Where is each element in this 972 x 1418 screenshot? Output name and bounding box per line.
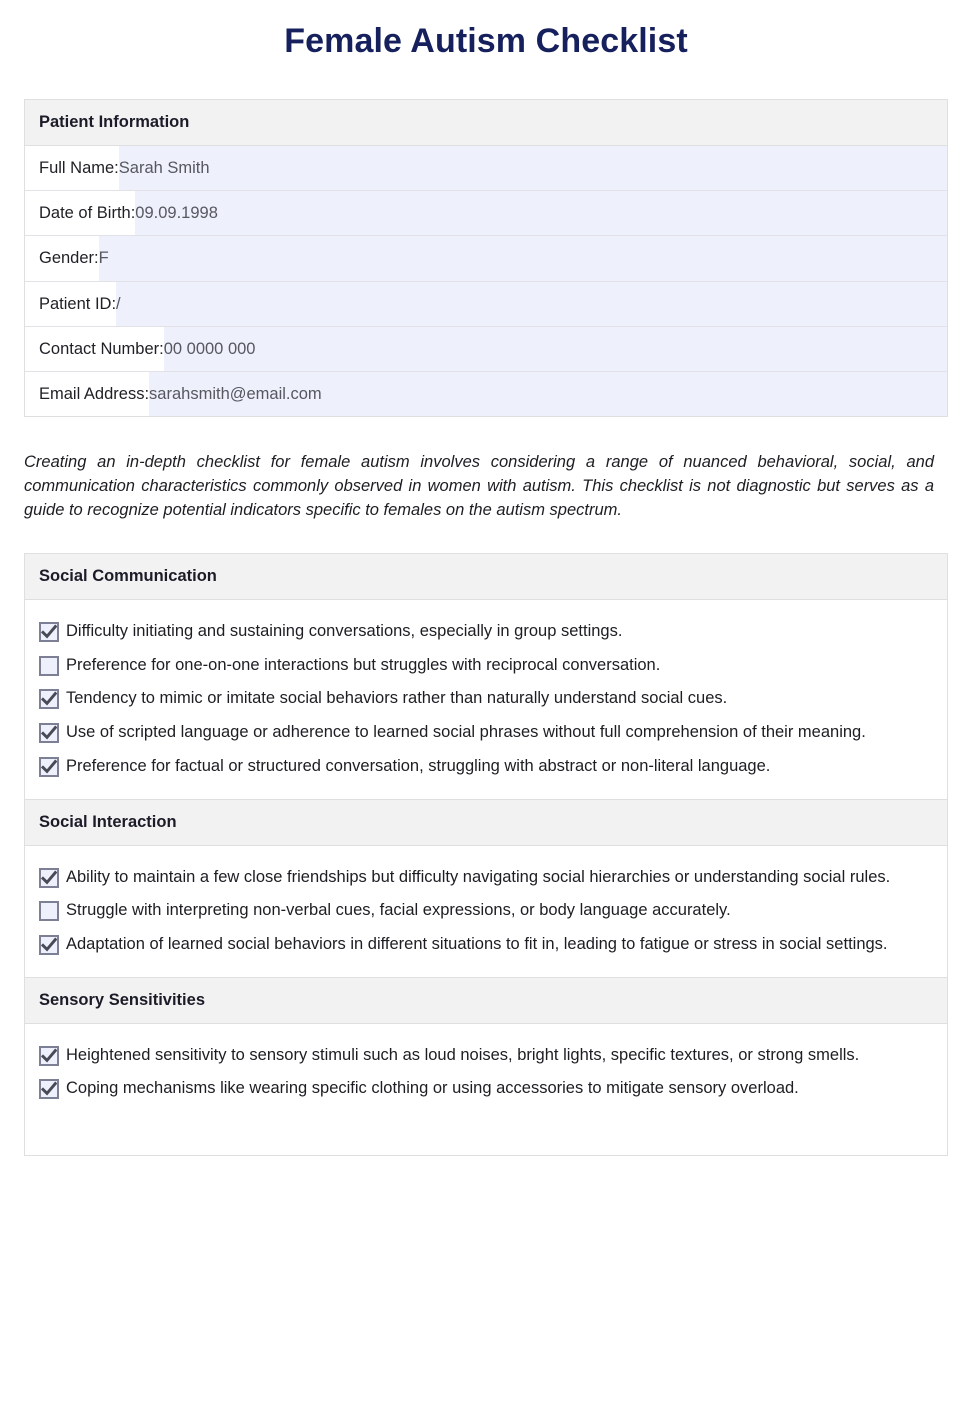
- checklist-item[interactable]: [39, 614, 933, 648]
- checklist-item-label: Coping mechanisms like wearing specific clothing or using accessories to mitigate sensory overload.: [66, 1079, 799, 1098]
- checklist-section: [24, 977, 948, 1156]
- checklist-section-header: Sensory Sensitivities: [25, 978, 947, 1024]
- checkbox-checked-icon[interactable]: [39, 622, 59, 642]
- checklist-section: [24, 799, 948, 977]
- checklist-item[interactable]: [39, 715, 933, 749]
- checklist-section-body: [25, 846, 947, 977]
- checklist-item-label: Struggle with interpreting non-verbal cues, facial expressions, or body language accurately.: [66, 901, 731, 920]
- patient-info-row: [25, 327, 947, 372]
- patient-info-row: [25, 146, 947, 191]
- checklist-item-label: Adaptation of learned social behaviors in different situations to fit in, leading to fatigue or stress in social settings.: [66, 935, 888, 954]
- checklist-section: [24, 553, 948, 799]
- page-title: Female Autism Checklist: [284, 22, 688, 60]
- checklist-item-label: Preference for factual or structured conversation, struggling with abstract or non-literal language.: [66, 757, 771, 776]
- checklist-section-body: [25, 600, 947, 799]
- patient-info-value[interactable]: /: [116, 282, 947, 326]
- checklist-item-label: Tendency to mimic or imitate social behaviors rather than naturally understand social cues.: [66, 689, 728, 708]
- checklist-section-header: Social Communication: [25, 554, 947, 600]
- checkbox-checked-icon[interactable]: [39, 1046, 59, 1066]
- checklist-item[interactable]: [39, 893, 933, 927]
- patient-info-value[interactable]: Sarah Smith: [119, 146, 947, 190]
- patient-information-table: [25, 146, 947, 417]
- checklist-item[interactable]: [39, 927, 933, 961]
- checkbox-unchecked-icon[interactable]: [39, 656, 59, 676]
- checklist-item-label: Heightened sensitivity to sensory stimuli such as loud noises, bright lights, specific textures, or strong smells.: [66, 1045, 860, 1064]
- checklist-item[interactable]: [39, 1038, 933, 1072]
- checkbox-checked-icon[interactable]: [39, 1079, 59, 1099]
- checklist-item-label: Use of scripted language or adherence to learned social phrases without full comprehension of their meaning.: [66, 723, 866, 742]
- patient-info-value[interactable]: sarahsmith@email.com: [149, 372, 947, 416]
- checklist: [24, 553, 948, 1156]
- intro-paragraph: Creating an in-depth checklist for female autism involves considering a range of nuanced behavioral, social, and communication characteristics commonly observed in women with autism. This checklist is not diagnostic but serves as a guide to recognize potential indicators specific to females on the autism spectrum.: [24, 453, 934, 520]
- checklist-section-body: [25, 1024, 947, 1156]
- patient-info-label: Contact Number:: [25, 327, 164, 371]
- checklist-item[interactable]: [39, 749, 933, 783]
- checklist-item-label: Difficulty initiating and sustaining conversations, especially in group settings.: [66, 621, 623, 640]
- checklist-item[interactable]: [39, 860, 933, 894]
- patient-info-label: Patient ID:: [25, 282, 116, 326]
- checkbox-checked-icon[interactable]: [39, 757, 59, 777]
- patient-information-header: Patient Information: [25, 100, 947, 146]
- section-bottom-spacer: [39, 1105, 933, 1139]
- checklist-item-label: Ability to maintain a few close friendships but difficulty navigating social hierarchies or understanding social rules.: [66, 867, 891, 886]
- patient-info-value[interactable]: 00 0000 000: [164, 327, 947, 371]
- patient-info-label: Full Name:: [25, 146, 119, 190]
- checkbox-checked-icon[interactable]: [39, 868, 59, 888]
- checkbox-checked-icon[interactable]: [39, 723, 59, 743]
- checkbox-checked-icon[interactable]: [39, 689, 59, 709]
- patient-info-value[interactable]: 09.09.1998: [135, 191, 947, 235]
- checkbox-unchecked-icon[interactable]: [39, 901, 59, 921]
- patient-info-label: Gender:: [25, 236, 99, 280]
- patient-info-value[interactable]: F: [99, 236, 947, 280]
- checklist-section-header: Social Interaction: [25, 800, 947, 846]
- patient-info-label: Email Address:: [25, 372, 149, 416]
- patient-info-row: [25, 282, 947, 327]
- checkbox-checked-icon[interactable]: [39, 935, 59, 955]
- checklist-item[interactable]: [39, 648, 933, 682]
- patient-information-card: [24, 99, 948, 417]
- checklist-item-label: Preference for one-on-one interactions but struggles with reciprocal conversation.: [66, 655, 661, 674]
- patient-info-row: [25, 236, 947, 281]
- checklist-item[interactable]: [39, 1071, 933, 1105]
- patient-info-row: [25, 191, 947, 236]
- patient-info-label: Date of Birth:: [25, 191, 135, 235]
- patient-info-row: [25, 372, 947, 416]
- checklist-item[interactable]: [39, 681, 933, 715]
